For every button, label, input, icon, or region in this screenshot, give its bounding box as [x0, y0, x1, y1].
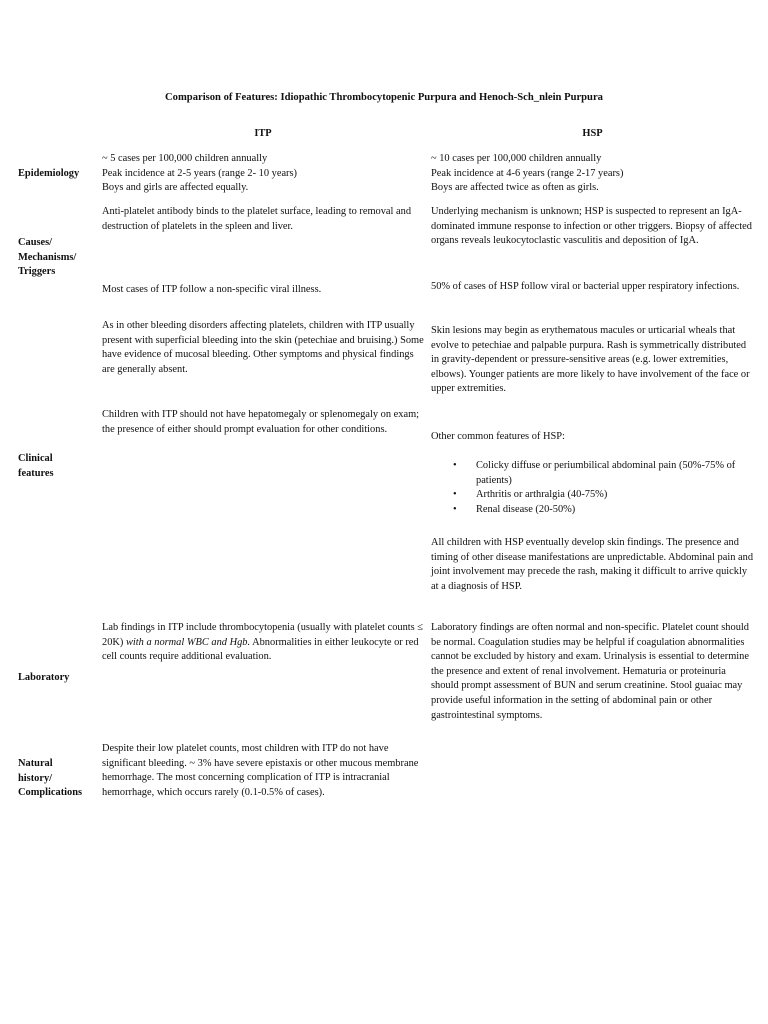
hsp-laboratory: Laboratory findings are often normal and non-specific. Platelet count should be normal. Coagulation studies may be helpful if coagulation abnormalities cannot be excluded by history and exam. Urinalysis is essential to determine the presence and extent of renal involvement. Hematuria or proteinuria should prompt assessment of BUN and serum creatinine. Stool guaiac may provide useful information in the setting of abdominal pain or other gastrointestinal symptoms.: [431, 622, 749, 721]
column-header-itp: ITP: [254, 128, 272, 139]
document-title: Comparison of Features: Idiopathic Thrombocytopenic Purpura and Henoch-Sch_nlein Purpura: [165, 92, 603, 103]
itp-lab-text-b: Abnormalities in either leukocyte or red cell counts require additional evaluation.: [102, 636, 419, 663]
row-label-epidemiology: Epidemiology: [18, 168, 80, 179]
hsp-mechanism: Underlying mechanism is unknown; HSP is suspected to represent an IgA-dominated immune response to infection or other triggers. Biopsy of affected organs reveals leukocytoclastic vasculitis and deposition of IgA.: [431, 206, 752, 247]
column-header-hsp: HSP: [582, 128, 603, 139]
itp-trigger: Most cases of ITP follow a non-specific viral illness.: [102, 284, 322, 295]
hsp-epidemiology: ~ 10 cases per 100,000 children annually Peak incidence at 4-6 years (range 2-17 years) Boys are affected twice as often as girls.: [431, 153, 624, 194]
hsp-trigger: 50% of cases of HSP follow viral or bacterial upper respiratory infections.: [431, 281, 740, 292]
list-item: • Colicky diffuse or periumbilical abdominal pain (50%-75% of patients): [453, 460, 736, 486]
itp-lab-text-a: Lab findings in ITP include thrombocytopenia (usually with platelet counts ≤ 20K): [102, 622, 424, 648]
bullet-icon: •: [453, 489, 457, 501]
hsp-skin-lesions: Skin lesions may begin as erythematous macules or urticarial wheals that evolve to petechiae and palpable purpura. Rash is symmetrically distributed in gravity-dependent or pressure-sensitive areas (e.g. lower extremities, elbows). Younger patients are more likely to have involvement of the face or upper extremities.: [431, 325, 750, 395]
row-label-causes: Causes/ Mechanisms/ Triggers: [18, 237, 77, 278]
itp-clinical-exam: Children with ITP should not have hepatomegaly or splenomegaly on exam; the presence of either should prompt evaluation for other conditions.: [102, 409, 420, 435]
hsp-skin-findings: All children with HSP eventually develop skin findings. The presence and timing of other disease manifestations are unpredictable. Abdominal pain and joint involvement may precede the rash, making it difficult to arrive quickly at a diagnosis of HSP.: [431, 537, 754, 592]
bullet-icon: •: [453, 503, 457, 515]
hsp-other-features-heading: Other common features of HSP:: [431, 431, 565, 442]
itp-natural-history: Despite their low platelet counts, most children with ITP do not have significant bleeding. ~ 3% have severe epistaxis or other mucous membrane hemorrhage. The most concerning complication of ITP is intracranial hemorrhage, which occurs rarely (0.1-0.5% of cases).: [102, 743, 419, 798]
itp-epidemiology: ~ 5 cases per 100,000 children annually Peak incidence at 2-5 years (range 2- 10 years) Boys and girls are affected equally.: [102, 153, 298, 194]
itp-laboratory: [102, 621, 424, 665]
itp-mechanism: Anti-platelet antibody binds to the platelet surface, leading to removal and destruction of platelets in the spleen and liver.: [102, 206, 412, 232]
itp-clinical-presentation: As in other bleeding disorders affecting platelets, children with ITP usually present with superficial bleeding into the skin (petechiae and bruising.) Some have evidence of mucosal bleeding. Other symptoms and physical findings are generally absent.: [102, 320, 424, 375]
bullet-icon: •: [453, 460, 457, 471]
list-item: • Renal disease (20-50%): [431, 503, 751, 518]
row-label-natural-history: Natural history/ Complications: [18, 758, 83, 799]
list-item: • Arthritis or arthralgia (40-75%): [431, 488, 751, 503]
row-label-laboratory: Laboratory: [18, 672, 70, 683]
hsp-features-list: [431, 459, 751, 517]
row-label-clinical: Clinical features: [18, 453, 54, 479]
itp-lab-italic: with a normal WBC and Hgb.: [125, 636, 251, 648]
